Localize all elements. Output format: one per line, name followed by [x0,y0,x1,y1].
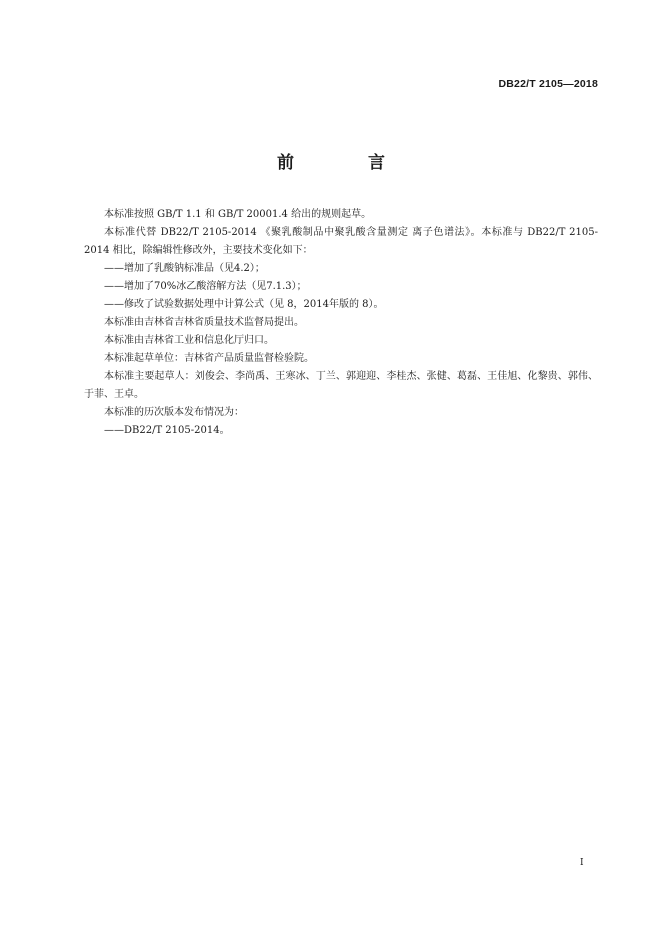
paragraph-history: 本标准的历次版本发布情况为： [104,407,244,418]
standard-code: DB22/T 2105—2018 [498,78,598,90]
paragraph-drafters: 本标准主要起草人：刘俊会、李尚禹、王寒冰、丁兰、郭迎迎、李桂杰、张健、葛磊、王佳旭、化黎贵、郭伟、于菲、王卓。 [84,371,598,400]
paragraph-centralized: 本标准由吉林省工业和信息化厅归口。 [104,335,274,346]
page-number: I [580,858,584,868]
change-item: ——增加了70%冰乙酸溶解方法（见7.1.3）； [104,281,307,292]
foreword-body [84,206,598,440]
paragraph-proposer: 本标准由吉林省吉林省质量技术监督局提出。 [104,317,304,328]
paragraph-replacement: 本标准代替 DB22/T 2105-2014 《聚乳酸制品中聚乳酸含量测定 离子色谱法》。本标准与 DB22/T 2105-2014 相比，除编辑性修改外，主要技术变化如下： [84,227,598,256]
page-title: 前 言 [277,153,419,173]
paragraph-drafting-rules: 本标准按照 GB/T 1.1 和 GB/T 20001.4 给出的规则起草。 [104,209,372,220]
history-item: ——DB22/T 2105-2014。 [104,425,230,436]
change-item: ——修改了试验数据处理中计算公式（见 8，2014年版的 8）。 [104,299,384,310]
paragraph-drafting-unit: 本标准起草单位：吉林省产品质量监督检验院。 [104,353,314,364]
change-item: ——增加了乳酸钠标准品（见4.2）； [104,263,265,274]
